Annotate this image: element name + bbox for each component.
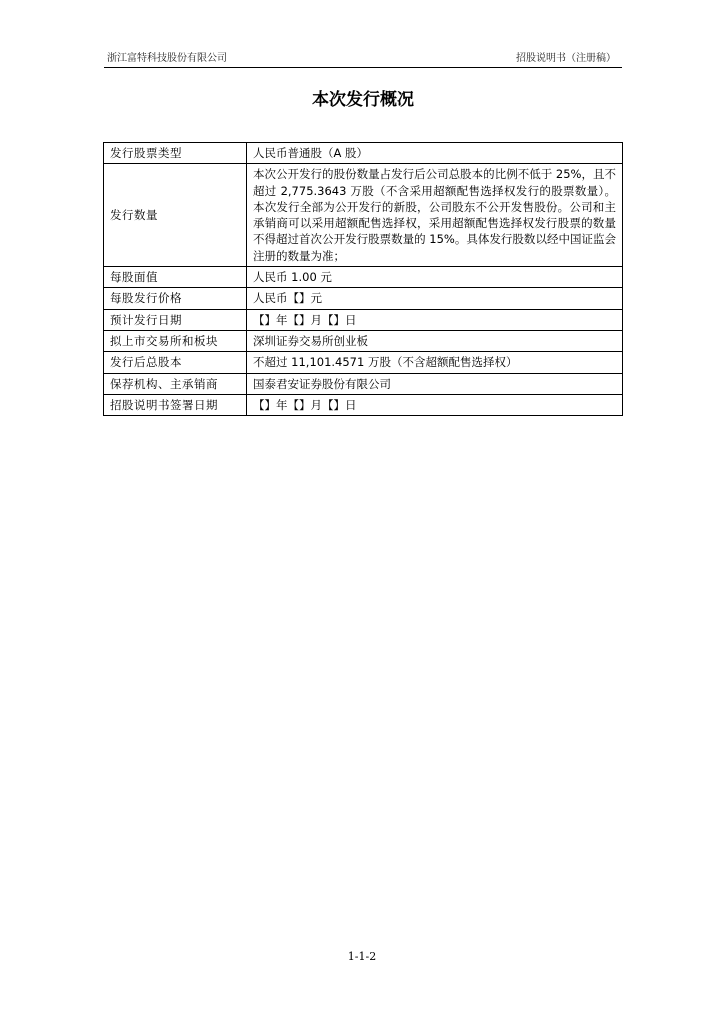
row-label: 每股发行价格 [104,288,247,309]
row-label: 拟上市交易所和板块 [104,330,247,351]
row-value: 【】年【】月【】日 [247,309,623,330]
header-rule [104,67,622,68]
row-value: 人民币【】元 [247,288,623,309]
table-row [104,373,623,394]
page-title: 本次发行概况 [312,90,414,110]
row-value: 人民币 1.00 元 [247,267,623,288]
table-row [104,164,623,267]
page-number: 1-1-2 [347,950,377,963]
row-label: 预计发行日期 [104,309,247,330]
row-label: 发行后总股本 [104,352,247,373]
row-value: 人民币普通股（A 股） [247,143,623,164]
row-value: 不超过 11,101.4571 万股（不含超额配售选择权） [247,352,623,373]
table-row [104,394,623,415]
table-row [104,143,623,164]
table-row [104,267,623,288]
page-header [104,52,622,66]
row-value: 【】年【】月【】日 [247,394,623,415]
row-label: 发行股票类型 [104,143,247,164]
table-row [104,330,623,351]
header-document-type: 招股说明书（注册稿） [516,53,616,64]
row-label: 保荐机构、主承销商 [104,373,247,394]
row-value: 深圳证券交易所创业板 [247,330,623,351]
header-company-name: 浙江富特科技股份有限公司 [107,53,227,64]
table-row [104,309,623,330]
row-value: 国泰君安证券股份有限公司 [247,373,623,394]
table-row [104,352,623,373]
offering-overview-table [103,142,623,416]
table-row [104,288,623,309]
row-value: 本次公开发行的股份数量占发行后公司总股本的比例不低于 25%，且不超过 2,775.3643 万股（不含采用超额配售选择权发行的股票数量）。本次发行全部为公开发行的新股，公司股东不公开发售股份。公司和主承销商可以采用超额配售选择权，采用超额配售选择权发行股票的数量不得超过首次公开发行股票数量的 15%。具体发行股数以经中国证监会注册的数量为准； [247,164,623,267]
row-label: 发行数量 [104,164,247,267]
row-label: 每股面值 [104,267,247,288]
row-label: 招股说明书签署日期 [104,394,247,415]
